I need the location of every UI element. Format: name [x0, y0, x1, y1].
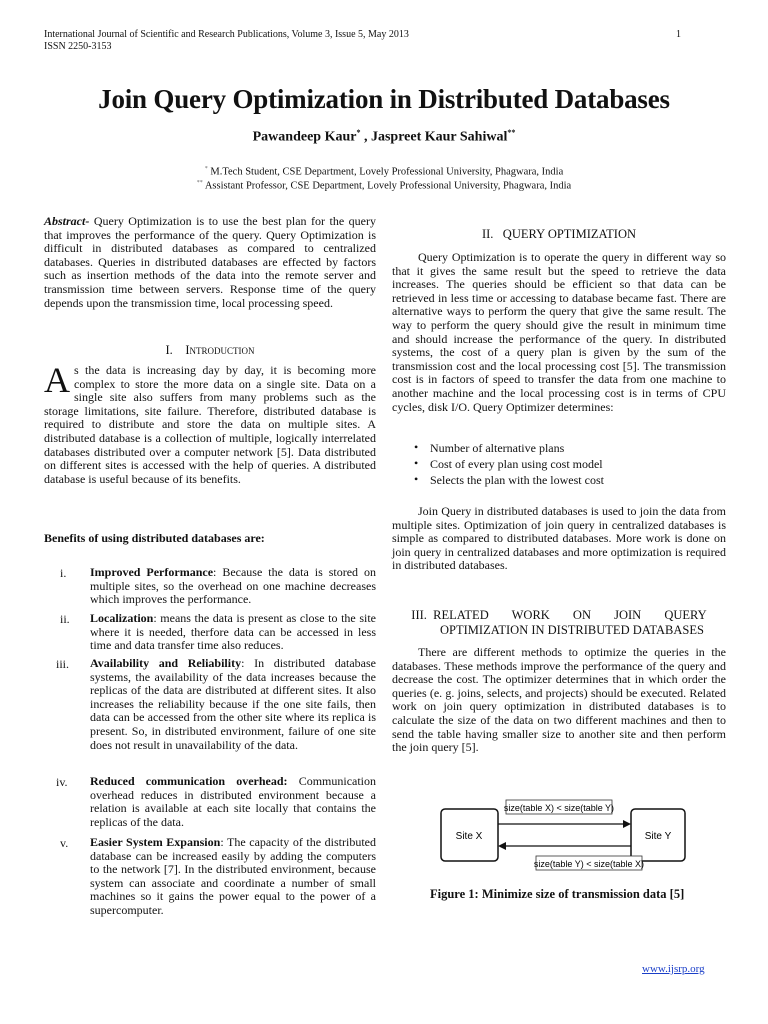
- benefit-number: ii.: [60, 612, 70, 626]
- benefit-text: means the data is present as close to the site where it is needed, therfore data can be accessed in less time and data transfer time also reduces.: [90, 611, 376, 653]
- benefit-item: [90, 836, 376, 918]
- benefit-sep: :: [213, 565, 223, 579]
- bullet-text: Number of alternative plans: [430, 441, 565, 455]
- section3-heading-line2: OPTIMIZATION IN DISTRIBUTED DATABASES: [440, 623, 704, 637]
- site-y-label: Site Y: [644, 831, 672, 842]
- section2-para1: Query Optimization is to operate the query in different way so that it gives the same result but the speed to retrieve the data increases. The queries should be efficient so that data can be retrieved in less time or accessing to database became fast. There are alternative ways to perform the query that give the same result. The way to perform the query should give the result in minimum time and should increase the performance of the query. In distributed systems, the cost of a query plan is given by the sum of the transmission cost and the local processing cost [5]. The transmission cost is in factors of speed to transfer the data from one machine to another machine and the local processing cost is in terms of CPU cycles, disk I/O. Query Optimizer determines:: [392, 250, 726, 414]
- bullet-item: [392, 474, 726, 490]
- intro-heading: Introduction: [185, 343, 255, 357]
- benefit-sep: :: [220, 835, 228, 849]
- section2-number: II.: [481, 227, 494, 241]
- paper-title: Join Query Optimization in Distributed Databases: [98, 84, 670, 114]
- benefit-sep: [288, 774, 299, 788]
- benefit-term: Improved Performance: [90, 565, 214, 579]
- benefit-sep: :: [241, 656, 255, 670]
- section-heading-introduction: [44, 344, 376, 358]
- author-line: [0, 128, 768, 146]
- affiliation-2-text: Assistant Professor, CSE Department, Lovely Professional University, Phagwara, India: [204, 180, 572, 192]
- drop-cap: A: [44, 360, 70, 400]
- section3-number: III.: [411, 608, 427, 622]
- arrowhead-right-icon: [623, 820, 631, 828]
- introduction-text: [44, 360, 376, 486]
- section-heading-related-work: [392, 608, 726, 638]
- benefit-number: iv.: [56, 775, 68, 789]
- abstract-label: Abstract-: [44, 214, 90, 228]
- benefits-heading: Benefits of using distributed databases are:: [44, 531, 265, 545]
- bullet-item: [392, 458, 726, 474]
- bullet-icon: •: [414, 456, 419, 470]
- benefit-text: The capacity of the distributed database can be increased easily by adding the computers to the network [7]. In the distributed environment, because system can associate and coordinate a number of small machines so it gains the power equal to the power of a supercomputer.: [90, 835, 376, 917]
- affiliation-2: [0, 180, 768, 192]
- benefit-text: Because the data is stored on multiple sites, so the overhead on one machine decreases which improves the performance.: [90, 565, 376, 607]
- section2-heading: QUERY OPTIMIZATION: [502, 227, 637, 241]
- bullet-item: [392, 442, 726, 458]
- section2-para2: Join Query in distributed databases is used to join the data from multiple sites. Optimization of join query in centralized databases is simple as compared to distributed databases. More work is done on join query in centralized databases and more optimization is required in distributed databases.: [392, 504, 726, 573]
- abstract: [44, 215, 376, 310]
- intro-number: I.: [165, 343, 173, 357]
- affiliation-1-mark: *: [204, 166, 208, 172]
- arrowhead-left-icon: [498, 842, 506, 850]
- section3-heading-text: RELATED WORK ON JOIN QUERY: [433, 608, 707, 622]
- author-1-mark: *: [356, 128, 361, 137]
- affiliation-1: [0, 166, 768, 178]
- figure-diagram: [438, 794, 688, 874]
- journal-header: International Journal of Scientific and Research Publications, Volume 3, Issue 5, May 2013: [44, 29, 409, 40]
- benefit-term: Localization: [90, 611, 154, 625]
- page-number: 1: [676, 29, 681, 40]
- benefit-sep: :: [153, 611, 161, 625]
- benefit-term: Reduced communication overhead:: [90, 774, 288, 788]
- benefit-item: [90, 612, 376, 653]
- intro-body: s the data is increasing day by day, it is becoming more complex to store the more data on a single site. Data on a single site also suffers from many problems such as the storage limitations, site failure. Therefore, distributed database is required to distribute and store the data on multiple sites. A distributed database is a collection of multiple, logically interrelated databases distributed over a computer network [5]. Data distributed on different sites is accessed with the help of queries. A distributed database is useful because of its benefits.: [44, 363, 376, 486]
- site-x-label: Site X: [455, 831, 483, 842]
- bullet-text: Cost of every plan using cost model: [430, 457, 603, 471]
- bullet-icon: •: [414, 472, 419, 486]
- affiliation-2-mark: **: [196, 180, 203, 186]
- author-1: Pawandeep Kaur: [252, 129, 357, 145]
- abstract-text: Query Optimization is to use the best plan for the query that improves the performance of the query. Query Optimization is difficult in distributed databases as compared to centralized databases. Queries in distributed databases are effected by factors such as insertion methods of the data into the remote server and transmission time between servers. Response time of the query depends upon the transmission time, local processing speed.: [44, 214, 376, 310]
- benefit-text: Communication overhead reduces in distributed environment because a relation is available at each site locally that contains the replicas of the data.: [90, 774, 377, 829]
- figure-caption: Figure 1: Minimize size of transmission data [5]: [430, 887, 685, 901]
- author-separator: ,: [360, 129, 371, 145]
- benefit-item: [90, 657, 376, 752]
- section-heading-query-optimization: [392, 228, 726, 242]
- author-2-mark: **: [507, 128, 516, 137]
- benefit-text: In distributed database systems, the availability of the data increases because the replicas of the data are distributed at different sites. It also increases the reliability because if the one site fails, then data can be accessed from the other site where its replica is present. So, in distributed environment, failure of one site does not result in unavailability of the data.: [90, 656, 376, 752]
- section3-para: There are different methods to optimize the queries in the databases. These methods improve the performance of the query and decrease the cost. The optimizer determines that in which order the queries (e. g. joins, selects, and projects) should be executed. Related work on join query optimization in distributed databases is to calculate the size of the data on two different machines and then to send the table having smaller size to another site and then perform the join query [5].: [392, 645, 726, 755]
- benefit-item: [90, 775, 376, 829]
- benefit-item: [90, 566, 376, 607]
- bullet-text: Selects the plan with the lowest cost: [430, 473, 604, 487]
- benefit-term: Availability and Reliability: [90, 656, 242, 670]
- issn: ISSN 2250-3153: [44, 41, 112, 52]
- benefit-number: v.: [60, 836, 69, 850]
- benefit-number: iii.: [56, 657, 70, 671]
- optimizer-bullets: [392, 442, 726, 490]
- affiliation-1-text: M.Tech Student, CSE Department, Lovely Professional University, Phagwara, India: [210, 166, 564, 178]
- section3-heading-line1: [392, 608, 726, 623]
- top-arrow-label: size(table X) < size(table Y): [503, 803, 615, 813]
- author-2: Jaspreet Kaur Sahiwal: [370, 129, 508, 145]
- bottom-arrow-label: size(table Y) < size(table X): [533, 859, 645, 869]
- benefit-number: i.: [60, 566, 67, 580]
- footer-link[interactable]: www.ijsrp.org: [642, 963, 705, 975]
- benefit-term: Easier System Expansion: [90, 835, 221, 849]
- bullet-icon: •: [414, 440, 419, 454]
